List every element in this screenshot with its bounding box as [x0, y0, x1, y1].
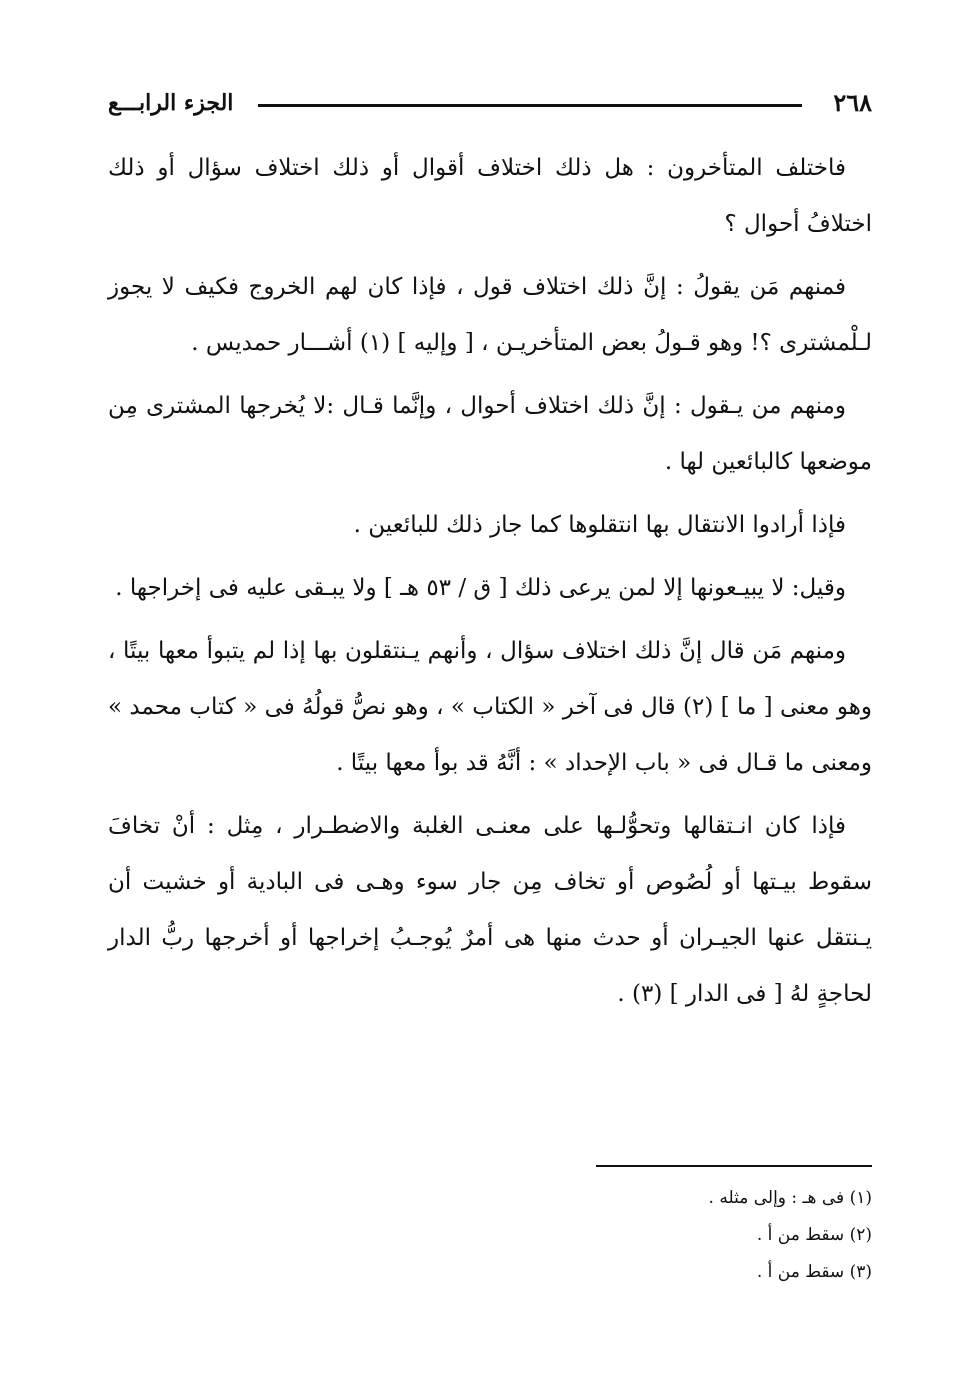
footnote-2: (٢) سقط من أ . — [756, 1225, 872, 1245]
footnotes — [272, 1180, 872, 1291]
footnote-separator — [596, 1165, 872, 1167]
footnote-1: (١) فى هـ : وإلى مثله . — [708, 1188, 872, 1208]
paragraph-3: ومنهم من يـقول : إنَّ ذلك اختلاف أحوال ، وإنَّما قـال :لا يُخرجها المشترى مِن موضعها كالبائعين لها . — [108, 393, 872, 475]
paragraph-2: فمنهم مَن يقولُ : إنَّ ذلك اختلاف قول ، فإذا كان لهم الخروج فكيف لا يجوز لـلْمشترى ؟! وهو قـولُ بعض المتأخريـن ، [ وإليه ] (١) أشـــار حمديس . — [108, 274, 872, 356]
main-text — [108, 140, 872, 1029]
paragraph-4: فإذا أرادوا الانتقال بها انتقلوها كما جاز ذلك للبائعين . — [353, 512, 846, 538]
paragraph-5: وقيل: لا يبيـعونها إلا لمن يرعى ذلك [ ق / ٥٣ هـ ] ولا يبـقى عليه فى إخراجها . — [115, 575, 846, 601]
footnote-3: (٣) سقط من أ . — [756, 1262, 872, 1282]
paragraph-7: فإذا كان انـتقالها وتحوُّلـها على معنـى الغلبة والاضطـرار ، مِثل : أنْ تخافَ سقوط بيـتها أو لُصُوص أو تخاف مِن جار سوء وهـى فى البادية أو خشيت أن يـنتقل عنها الجيـران أو حدث منها هى أمرٌ يُوجـبُ إخراجها أو أخرجها ربُّ الدار لحاجةٍ لهُ [ فى الدار ] (٣) . — [108, 813, 872, 1007]
paragraph-1: فاختلف المتأخرون : هل ذلك اختلاف أقوال أو ذلك اختلاف سؤال أو ذلك اختلافُ أحوال ؟ — [108, 155, 872, 237]
paragraph-6: ومنهم مَن قال إنَّ ذلك اختلاف سؤال ، وأنهم يـنتقلون بها إذا لم يتبوأ معها بيتًا ، وهو معنى [ ما ] (٢) قال فى آخر « الكتاب » ، وهو نصُّ قولُهُ فى « كتاب محمد » ومعنى ما قـال فى « باب الإحداد » : أنَّهُ قد بوأ معها بيتًا . — [108, 638, 873, 776]
header-rule — [258, 104, 802, 107]
running-title: الجزء الرابـــع — [108, 90, 234, 116]
running-header — [108, 88, 872, 122]
page-number: ٢٦٨ — [833, 88, 872, 117]
